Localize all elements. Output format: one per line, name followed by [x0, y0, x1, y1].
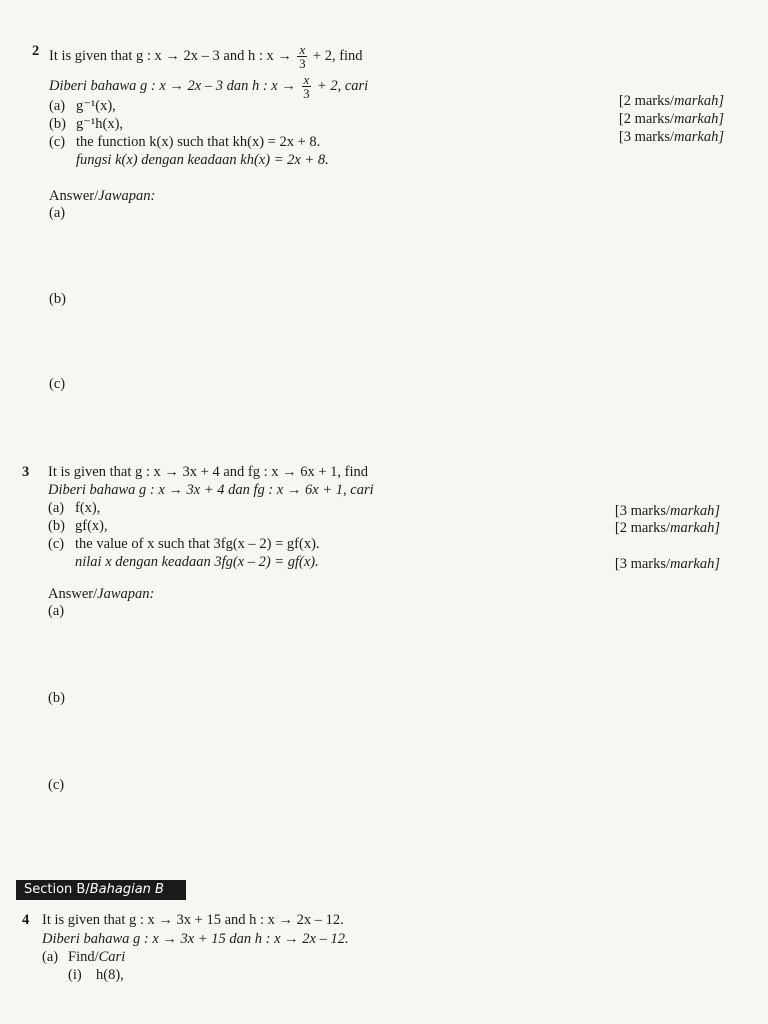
part-text: Find/Cari [68, 949, 126, 965]
part-text-ms: fungsi k(x) dengan keadaan kh(x) = 2x + 8. [76, 152, 329, 168]
marks: [2 marks/markah] [618, 111, 724, 127]
denominator: 3 [299, 56, 306, 71]
part-text: f(x), [75, 500, 101, 516]
question-stem-ms: Diberi bahawa g : x → 3x + 4 dan fg : x → 6x + 1, cari [48, 482, 374, 498]
question-stem-ms: Diberi bahawa g : x → 3x + 15 dan h : x → 2x – 12. [42, 931, 349, 947]
denominator: 3 [303, 86, 310, 101]
numerator: x [303, 72, 310, 87]
answer-part-c: (c) [49, 376, 66, 392]
question-stem: It is given that g : x → 3x + 4 and fg : x → 6x + 1, find [48, 464, 369, 480]
answer-part-b: (b) [49, 291, 66, 307]
fraction-x-over-3 [302, 73, 312, 100]
question-stem: It is given that g : x → 3x + 15 and h : x → 2x – 12. [42, 912, 344, 928]
part-text: the function k(x) such that kh(x) = 2x + 8. [76, 134, 321, 150]
part-label: (a) [49, 98, 66, 114]
question-stem-ms [49, 73, 368, 100]
subpart-label: (i) [68, 967, 82, 983]
marks: [2 marks/markah] [614, 520, 720, 536]
marks: [3 marks/markah] [614, 556, 720, 572]
part-text-ms: nilai x dengan keadaan 3fg(x – 2) = gf(x). [75, 554, 319, 570]
answer-heading: Answer/Jawapan: [49, 188, 156, 204]
part-label: (a) [48, 500, 65, 516]
fraction-x-over-3 [297, 43, 307, 70]
part-text: gf(x), [75, 518, 108, 534]
stem-ms-text-end: + 2, cari [316, 77, 369, 94]
part-label: (c) [49, 134, 66, 150]
part-label: (b) [49, 116, 66, 132]
answer-part-a: (a) [49, 205, 66, 221]
stem-text: It is given that g : x → 2x – 3 and h : x → [49, 47, 292, 64]
question-stem [49, 43, 363, 70]
question-number: 2 [32, 43, 40, 59]
subpart-text: h(8), [96, 967, 124, 983]
stem-text-end: + 2, find [312, 47, 363, 64]
part-label: (a) [42, 949, 59, 965]
answer-heading: Answer/Jawapan: [48, 586, 155, 602]
marks: [2 marks/markah] [618, 93, 724, 109]
part-text: g⁻¹h(x), [76, 116, 124, 132]
part-text: g⁻¹(x), [76, 98, 116, 114]
question-number: 3 [22, 464, 30, 480]
stem-ms-text: Diberi bahawa g : x → 2x – 3 dan h : x → [49, 77, 296, 94]
answer-part-a: (a) [48, 603, 65, 619]
answer-part-b: (b) [48, 690, 65, 706]
numerator: x [299, 42, 306, 57]
section-b-banner: Section B/Bahagian B [16, 880, 186, 900]
part-text: the value of x such that 3fg(x – 2) = gf(x). [75, 536, 320, 552]
answer-part-c: (c) [48, 777, 65, 793]
question-number: 4 [22, 912, 30, 928]
part-label: (b) [48, 518, 65, 534]
marks: [3 marks/markah] [618, 129, 724, 145]
marks: [3 marks/markah] [614, 503, 720, 519]
part-label: (c) [48, 536, 65, 552]
